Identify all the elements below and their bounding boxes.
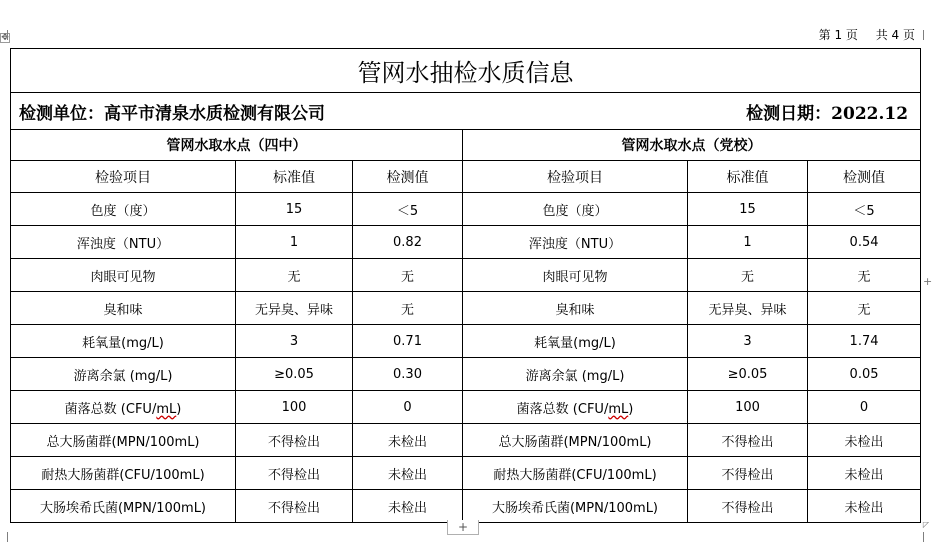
spellcheck-underlined-text: mL [156,401,177,417]
standard-value: 无 [236,259,353,292]
standard-value: 不得检出 [688,457,808,490]
test-item: 耐热大肠菌群(CFU/100mL) [11,457,236,490]
site-header-left: 管网水取水点（四中） [11,130,463,161]
inspection-unit-label: 检测单位： [19,103,104,124]
measured-value: 0.71 [353,325,463,358]
page-corner-mark [7,30,18,40]
measured-value: 未检出 [353,424,463,457]
test-item-suffix: ) [176,401,182,417]
test-item [463,391,688,424]
measured-value: 未检出 [808,490,921,523]
test-item-prefix: 菌落总数 (CFU/ [64,401,157,417]
measured-value: 0.05 [808,358,921,391]
standard-value: 不得检出 [236,490,353,523]
test-item [11,391,236,424]
inspection-date-label: 检测日期： [746,103,832,124]
measured-value: 未检出 [808,424,921,457]
page-corner-mark [913,532,924,542]
inspection-unit-value: 高平市清泉水质检测有限公司 [104,103,325,124]
test-item: 色度（度） [463,193,688,226]
standard-value: 100 [688,391,808,424]
standard-value: ≥0.05 [688,358,808,391]
test-item: 游离余氯 (mg/L) [11,358,236,391]
standard-value: 不得检出 [688,424,808,457]
measured-value: 无 [353,292,463,325]
measured-value: 未检出 [353,490,463,523]
inspection-date-value: 2022.12 [831,103,909,124]
standard-value: 不得检出 [236,424,353,457]
measured-value: 0 [353,391,463,424]
total-pages: 共 4 页 [875,28,915,42]
standard-value: ≥0.05 [236,358,353,391]
test-item: 臭和味 [11,292,236,325]
table-row [11,358,921,391]
inspection-unit [11,93,463,130]
site-header-right: 管网水取水点（党校） [463,130,921,161]
current-page: 第 1 页 [818,28,858,42]
test-item: 大肠埃希氏菌(MPN/100mL) [463,490,688,523]
column-header-standard: 标准值 [688,161,808,193]
test-item: 肉眼可见物 [11,259,236,292]
table-row [11,490,921,523]
column-header-item: 检验项目 [11,161,236,193]
measured-value: ＜5 [353,193,463,226]
test-item: 大肠埃希氏菌(MPN/100mL) [11,490,236,523]
test-item: 耐热大肠菌群(CFU/100mL) [463,457,688,490]
column-header-result: 检测值 [353,161,463,193]
standard-value: 100 [236,391,353,424]
test-item: 总大肠菌群(MPN/100mL) [463,424,688,457]
test-item: 浑浊度（NTU） [11,226,236,259]
add-column-plus-icon[interactable]: + [923,275,932,288]
page-indicator [819,26,915,43]
standard-value: 3 [688,325,808,358]
table-row [11,457,921,490]
test-item-prefix: 菌落总数 (CFU/ [516,401,609,417]
table-row [11,292,921,325]
inspection-date [463,93,921,130]
measured-value: 0.54 [808,226,921,259]
standard-value: 不得检出 [236,457,353,490]
measured-value: 无 [808,259,921,292]
measured-value: 0 [808,391,921,424]
test-item-suffix: ) [628,401,634,417]
add-row-plus-icon[interactable]: + [447,520,479,535]
page-corner-mark [7,532,18,542]
spellcheck-underlined-text: mL [608,401,629,417]
table-row [11,259,921,292]
table-row [11,193,921,226]
test-item: 耗氧量(mg/L) [11,325,236,358]
table-resize-handle-icon[interactable]: ◸ [922,520,929,529]
document-title: 管网水抽检水质信息 [11,49,921,93]
water-quality-table [10,48,921,523]
measured-value: 无 [353,259,463,292]
standard-value: 无 [688,259,808,292]
measured-value: ＜5 [808,193,921,226]
table-row [11,325,921,358]
measured-value: 0.30 [353,358,463,391]
standard-value: 15 [236,193,353,226]
table-move-handle-icon[interactable]: ✥ [1,33,9,43]
test-item: 耗氧量(mg/L) [463,325,688,358]
column-header-item: 检验项目 [463,161,688,193]
standard-value: 无异臭、异味 [688,292,808,325]
test-item: 总大肠菌群(MPN/100mL) [11,424,236,457]
test-item: 色度（度） [11,193,236,226]
measured-value: 无 [808,292,921,325]
standard-value: 15 [688,193,808,226]
standard-value: 不得检出 [688,490,808,523]
table-row [11,424,921,457]
standard-value: 1 [236,226,353,259]
measured-value: 1.74 [808,325,921,358]
measured-value: 未检出 [353,457,463,490]
measured-value: 0.82 [353,226,463,259]
table-row [11,226,921,259]
standard-value: 无异臭、异味 [236,292,353,325]
test-item: 游离余氯 (mg/L) [463,358,688,391]
test-item: 肉眼可见物 [463,259,688,292]
table-row [11,391,921,424]
column-header-standard: 标准值 [236,161,353,193]
test-item: 臭和味 [463,292,688,325]
standard-value: 3 [236,325,353,358]
test-item: 浑浊度（NTU） [463,226,688,259]
measured-value: 未检出 [808,457,921,490]
standard-value: 1 [688,226,808,259]
column-header-result: 检测值 [808,161,921,193]
